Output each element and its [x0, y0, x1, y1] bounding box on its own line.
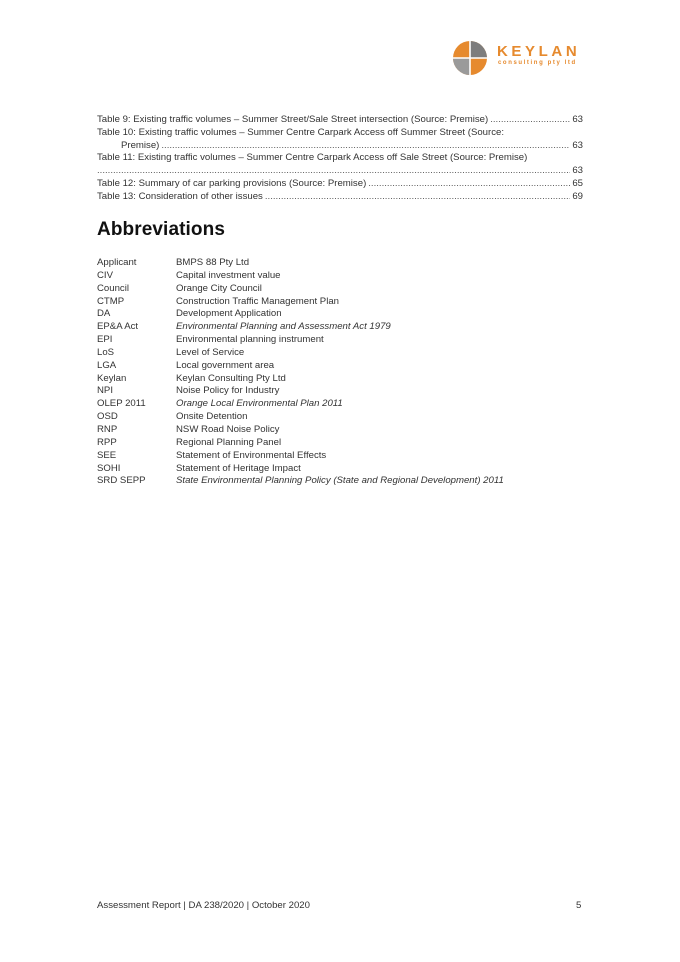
- footer-page-number: 5: [576, 900, 582, 911]
- toc-page-number: 65: [572, 177, 583, 189]
- list-of-tables: [97, 114, 583, 204]
- toc-leader: [265, 191, 570, 204]
- toc-leader: [490, 114, 570, 127]
- list-item: [97, 360, 504, 373]
- list-item: [97, 398, 504, 411]
- list-item: [97, 347, 504, 360]
- abbr-meaning: Statement of Environmental Effects: [176, 449, 327, 461]
- list-item: [97, 321, 504, 334]
- abbr-term: CTMP: [97, 295, 125, 307]
- abbr-term: SEE: [97, 449, 117, 461]
- abbr-meaning: NSW Road Noise Policy: [176, 423, 280, 435]
- abbr-meaning: Onsite Detention: [176, 411, 248, 423]
- abbr-meaning: Construction Traffic Management Plan: [176, 295, 339, 307]
- abbr-meaning: State Environmental Planning Policy (State and Regional Development) 2011: [176, 475, 504, 487]
- abbr-meaning: Environmental Planning and Assessment Act 1979: [176, 321, 391, 333]
- toc-page-number: 69: [572, 190, 583, 202]
- toc-leader: [161, 140, 570, 153]
- list-item: [97, 475, 504, 488]
- abbr-meaning: Development Application: [176, 308, 282, 320]
- toc-entry-text: Table 10: Existing traffic volumes – Summer Centre Carpark Access off Summer Street (Source:: [97, 126, 505, 138]
- abbr-meaning: Statement of Heritage Impact: [176, 462, 301, 474]
- abbreviations-list: [97, 257, 504, 488]
- abbr-term: EPI: [97, 334, 113, 346]
- footer-document-info: Assessment Report | DA 238/2020 | October 2020: [97, 900, 310, 911]
- list-item: [97, 308, 504, 321]
- toc-entry-table-10[interactable]: [97, 127, 583, 140]
- abbr-meaning: Orange City Council: [176, 282, 262, 294]
- abbr-meaning: Orange Local Environmental Plan 2011: [176, 398, 343, 410]
- toc-entry-text: Table 13: Consideration of other issues: [97, 190, 263, 202]
- toc-page-number: 63: [572, 114, 583, 125]
- list-item: [97, 373, 504, 386]
- toc-entry-table-10-cont[interactable]: [97, 140, 583, 153]
- list-item: [97, 424, 504, 437]
- abbr-term: Council: [97, 282, 129, 294]
- abbr-meaning: Local government area: [176, 359, 275, 371]
- list-item: [97, 334, 504, 347]
- abbr-meaning: Capital investment value: [176, 269, 281, 281]
- keylan-logo: [452, 40, 582, 76]
- list-item: [97, 296, 504, 309]
- abbr-term: LoS: [97, 346, 115, 358]
- list-item: [97, 463, 504, 476]
- abbr-term: SOHI: [97, 462, 121, 474]
- abbr-term: NPI: [97, 385, 113, 397]
- abbr-meaning: Environmental planning instrument: [176, 334, 324, 346]
- toc-leader: [368, 178, 570, 191]
- toc-entry-table-13[interactable]: [97, 191, 583, 204]
- list-item: [97, 270, 504, 283]
- logo-name: KEYLAN: [497, 43, 581, 60]
- abbr-meaning: Keylan Consulting Pty Ltd: [176, 372, 286, 384]
- toc-entry-text-cont: Premise): [121, 139, 160, 151]
- logo-tagline: consulting pty ltd: [498, 60, 577, 66]
- toc-entry-table-9[interactable]: [97, 114, 583, 127]
- toc-entry-table-12[interactable]: [97, 178, 583, 191]
- toc-entry-text: Table 12: Summary of car parking provisions (Source: Premise): [97, 177, 367, 189]
- abbreviations-heading: Abbreviations: [97, 219, 225, 240]
- abbr-term: DA: [97, 308, 111, 320]
- toc-entry-table-11[interactable]: [97, 152, 583, 165]
- toc-entry-text: Table 9: Existing traffic volumes – Summer Street/Sale Street intersection (Source: Premise): [97, 114, 489, 125]
- list-item: [97, 257, 504, 270]
- list-item: [97, 450, 504, 463]
- abbr-term: SRD SEPP: [97, 475, 146, 487]
- abbr-meaning: Level of Service: [176, 346, 245, 358]
- abbr-term: Keylan: [97, 372, 127, 384]
- abbr-term: OLEP 2011: [97, 398, 146, 410]
- abbr-term: LGA: [97, 359, 117, 371]
- abbr-term: RNP: [97, 423, 118, 435]
- abbr-term: Applicant: [97, 257, 137, 268]
- keylan-crosshair-logo-icon: [452, 40, 488, 76]
- abbr-meaning: Noise Policy for Industry: [176, 385, 280, 397]
- list-item: [97, 283, 504, 296]
- toc-page-number: 63: [572, 139, 583, 151]
- abbr-term: OSD: [97, 411, 118, 423]
- list-item: [97, 385, 504, 398]
- toc-leader: [97, 165, 570, 178]
- abbr-term: RPP: [97, 436, 117, 448]
- abbr-meaning: Regional Planning Panel: [176, 436, 282, 448]
- toc-entry-text: Table 11: Existing traffic volumes – Summer Centre Carpark Access off Sale Street (Source: Premise): [97, 152, 528, 164]
- abbr-meaning: BMPS 88 Pty Ltd: [176, 257, 250, 268]
- list-item: [97, 437, 504, 450]
- toc-entry-table-11-cont[interactable]: [97, 165, 583, 178]
- toc-page-number: 63: [572, 165, 583, 177]
- list-item: [97, 411, 504, 424]
- abbr-term: EP&A Act: [97, 321, 139, 333]
- abbr-term: CIV: [97, 269, 113, 281]
